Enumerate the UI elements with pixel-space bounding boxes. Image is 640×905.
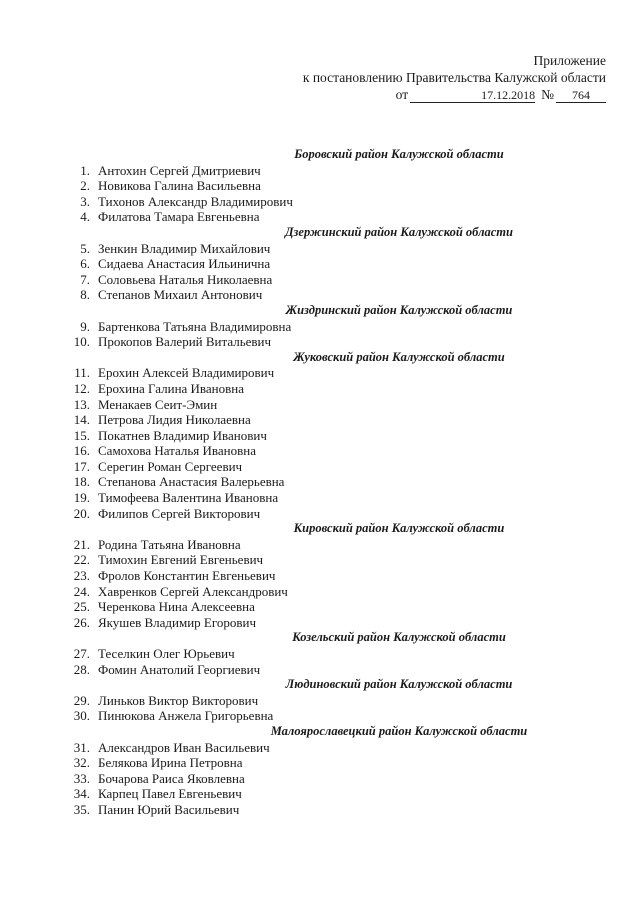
list-item-name: Тихонов Александр Владимирович [98, 193, 293, 209]
district-heading: Людиновский район Калужской области [285, 677, 513, 692]
list-item [64, 490, 584, 506]
list-item-number: 22. [73, 552, 90, 568]
list-item [64, 256, 584, 272]
list-item [64, 693, 584, 709]
list-item [64, 646, 584, 662]
list-item [64, 599, 584, 615]
list-item-number: 35. [73, 801, 90, 817]
district-heading: Малоярославецкий район Калужской области [270, 723, 528, 738]
list-item-name: Покатнев Владимир Иванович [98, 427, 267, 443]
list-item-number: 25. [73, 599, 90, 615]
list-item-number: 27. [73, 646, 90, 661]
list-item-name: Ерохин Алексей Владимирович [98, 365, 275, 381]
list-item [64, 708, 584, 724]
list-item-name: Хавренков Сергей Александрович [98, 583, 288, 599]
list-item-name: Тимофеева Валентина Ивановна [98, 490, 279, 506]
list-item-number: 2. [80, 178, 90, 194]
list-item-number: 10. [73, 334, 90, 350]
list-item-number: 26. [73, 614, 90, 630]
list-item [64, 537, 584, 553]
list-item [64, 194, 584, 210]
list-item [64, 163, 584, 179]
list-item [64, 178, 584, 194]
list-item-name: Соловьева Наталья Николаевна [98, 271, 273, 287]
resolution-date: 17.12.2018 [410, 88, 535, 103]
list-item-name: Антохин Сергей Дмитриевич [98, 162, 261, 178]
date-prefix: от [395, 87, 409, 102]
list-item-name: Филипов Сергей Викторович [98, 505, 261, 521]
list-item-number: 31. [73, 739, 90, 755]
list-item [64, 552, 584, 568]
list-item [64, 209, 584, 225]
list-item-name: Филатова Тамара Евгеньевна [98, 209, 260, 225]
list-item-number: 21. [73, 536, 90, 552]
list-item-name: Бартенкова Татьяна Владимировна [98, 318, 292, 334]
list-item-number: 3. [80, 193, 90, 209]
district-heading: Жуковский район Калужской области [293, 349, 505, 364]
list-item-name: Фролов Константин Евгеньевич [98, 568, 276, 584]
document-header [303, 52, 606, 103]
list-item [64, 397, 584, 413]
list-item-number: 28. [73, 661, 90, 677]
resolution-date-number [396, 86, 606, 103]
list-item-name: Александров Иван Васильевич [98, 739, 270, 755]
list-item-name: Степанов Михаил Антонович [98, 287, 263, 303]
list-item-number: 5. [80, 240, 90, 256]
list-item [64, 241, 584, 257]
list-item-name: Степанова Анастасия Валерьевна [98, 474, 285, 490]
list-item-name: Прокопов Валерий Витальевич [98, 334, 272, 350]
list-item [64, 365, 584, 381]
list-item-number: 6. [80, 256, 90, 272]
list-item-number: 32. [73, 755, 90, 771]
list-item-number: 17. [73, 458, 90, 474]
resolution-number: 764 [556, 88, 606, 103]
list-item-name: Пинюкова Анжела Григорьевна [98, 708, 274, 724]
list-item [64, 584, 584, 600]
district-heading: Боровский район Калужской области [294, 147, 504, 161]
list-item [64, 334, 584, 350]
list-item-number: 30. [73, 708, 90, 724]
list-item-number: 23. [73, 568, 90, 584]
list-item [64, 740, 584, 756]
list-item [64, 506, 584, 522]
list-item [64, 381, 584, 397]
list-item-number: 14. [73, 412, 90, 428]
list-item-name: Бочарова Раиса Яковлевна [98, 770, 245, 786]
list-item-name: Родина Татьяна Ивановна [98, 536, 241, 552]
list-item-number: 4. [80, 209, 90, 225]
list-item-name: Якушев Владимир Егорович [98, 614, 256, 630]
list-item-name: Теселкин Олег Юрьевич [98, 646, 235, 661]
list-item-name: Белякова Ирина Петровна [98, 755, 243, 771]
list-item-name: Зенкин Владимир Михайлович [98, 240, 271, 256]
list-item [64, 319, 584, 335]
list-item-name: Черенкова Нина Алексеевна [98, 599, 255, 615]
nominee-list [64, 147, 584, 818]
list-item-number: 34. [73, 786, 90, 802]
list-item [64, 615, 584, 631]
list-item-name: Панин Юрий Васильевич [98, 801, 240, 817]
list-item-number: 9. [80, 318, 90, 334]
list-item [64, 662, 584, 678]
list-item-number: 16. [73, 443, 90, 459]
list-item-number: 15. [73, 427, 90, 443]
list-item [64, 459, 584, 475]
district-heading: Козельский район Калужской области [292, 630, 506, 645]
list-item-name: Тимохин Евгений Евгеньевич [98, 552, 264, 568]
list-item [64, 474, 584, 490]
list-item [64, 771, 584, 787]
list-item-number: 20. [73, 505, 90, 521]
list-item-number: 33. [73, 770, 90, 786]
district-heading: Дзержинский район Калужской области [285, 224, 513, 239]
list-item-number: 12. [73, 380, 90, 396]
list-item-name: Карпец Павел Евгеньевич [98, 786, 242, 802]
list-item [64, 568, 584, 584]
list-item-number: 24. [73, 583, 90, 599]
list-item [64, 272, 584, 288]
list-item-name: Фомин Анатолий Георгиевич [98, 661, 261, 677]
list-item-name: Линьков Виктор Викторович [98, 692, 259, 708]
list-item-number: 11. [74, 365, 90, 381]
list-item-name: Самохова Наталья Ивановна [98, 443, 256, 459]
district-heading: Жиздринский район Калужской области [285, 302, 513, 317]
list-item [64, 755, 584, 771]
list-item [64, 428, 584, 444]
list-item [64, 786, 584, 802]
list-item [64, 443, 584, 459]
list-item-number: 1. [80, 162, 90, 178]
list-item-number: 19. [73, 490, 90, 506]
list-item-number: 8. [80, 287, 90, 303]
list-item-name: Петрова Лидия Николаевна [98, 412, 251, 428]
district-heading: Кировский район Калужской области [293, 521, 505, 536]
list-item-number: 18. [73, 474, 90, 490]
number-sign: № [541, 87, 554, 102]
list-item-name: Новикова Галина Васильевна [98, 178, 261, 194]
list-item [64, 802, 584, 818]
list-item-name: Ерохина Галина Ивановна [98, 380, 244, 396]
list-item-name: Сидаева Анастасия Ильинична [98, 256, 271, 272]
list-item-number: 7. [80, 271, 90, 287]
list-item [64, 287, 584, 303]
list-item-name: Серегин Роман Сергеевич [98, 458, 243, 474]
list-item-name: Менакаев Сеит-Эмин [98, 396, 218, 412]
appendix-subtitle: к постановлению Правительства Калужской области [302, 70, 606, 85]
list-item-number: 29. [73, 692, 90, 708]
list-item [64, 412, 584, 428]
list-item-number: 13. [73, 396, 90, 412]
appendix-title: Приложение [533, 53, 606, 68]
